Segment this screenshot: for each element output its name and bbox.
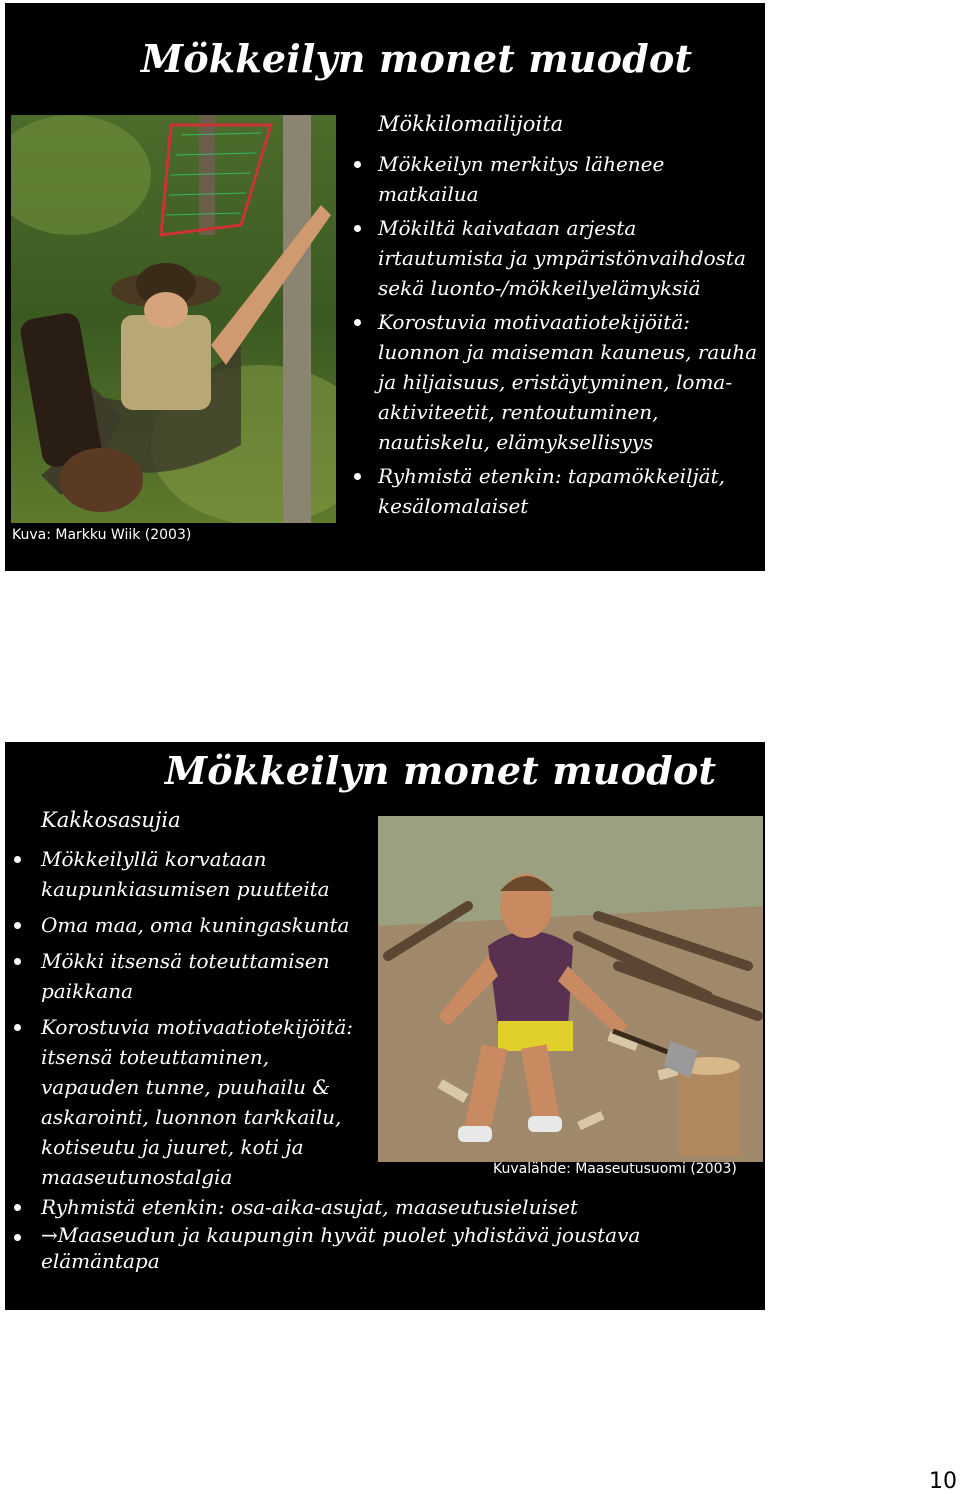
slide-1-bullet-list xyxy=(378,149,763,525)
photo-credit-1: Kuva: Markku Wiik (2003) xyxy=(12,527,192,543)
hammock-photo xyxy=(11,115,336,523)
bullet-item: →Maaseudun ja kaupungin hyvät puolet yhdistävä joustava elämäntapa xyxy=(41,1222,681,1274)
slide-1-title: Mökkeilyn monet muodot xyxy=(141,36,693,81)
slide-2-bullet-list xyxy=(41,844,761,1274)
bullet-item: Mökiltä kaivataan arjesta irtautumista ja ympäristönvaihdosta sekä luonto-/mökkeilyelämyksiä xyxy=(378,213,763,303)
bullet-item: Ryhmistä etenkin: osa-aika-asujat, maaseutusieluiset xyxy=(41,1192,761,1222)
bullet-item: Ryhmistä etenkin: tapamökkeiljät, kesälomalaiset xyxy=(378,461,763,521)
slide-1-heading: Mökkilomailijoita xyxy=(378,112,564,136)
slide-2-title: Mökkeilyn monet muodot xyxy=(165,748,717,793)
hammock-photo-illustration xyxy=(11,115,336,523)
bullet-item: Mökki itsensä toteuttamisen paikkana xyxy=(41,946,371,1006)
slide-2-heading: Kakkosasujia xyxy=(41,808,181,832)
photo-credit-2: Kuvalähde: Maaseutusuomi (2003) xyxy=(493,1161,737,1177)
page-number: 10 xyxy=(929,1469,957,1494)
bullet-item: Oma maa, oma kuningaskunta xyxy=(41,910,371,940)
bullet-item: Korostuvia motivaatiotekijöitä: itsensä toteuttaminen, vapauden tunne, puuhailu & askarointi, luonnon tarkkailu, kotiseutu ja juuret, koti ja maaseutunostalgia xyxy=(41,1012,371,1192)
slide-2 xyxy=(5,742,765,1310)
bullet-item: Mökkeilyllä korvataan kaupunkiasumisen puutteita xyxy=(41,844,371,904)
slide-1 xyxy=(5,3,765,571)
bullet-item: Korostuvia motivaatiotekijöitä: luonnon ja maiseman kauneus, rauha ja hiljaisuus, eristäytyminen, loma-aktiviteetit, rentoutuminen, nautiskelu, elämyksellisyys xyxy=(378,307,763,457)
bullet-item: Mökkeilyn merkitys lähenee matkailua xyxy=(378,149,763,209)
